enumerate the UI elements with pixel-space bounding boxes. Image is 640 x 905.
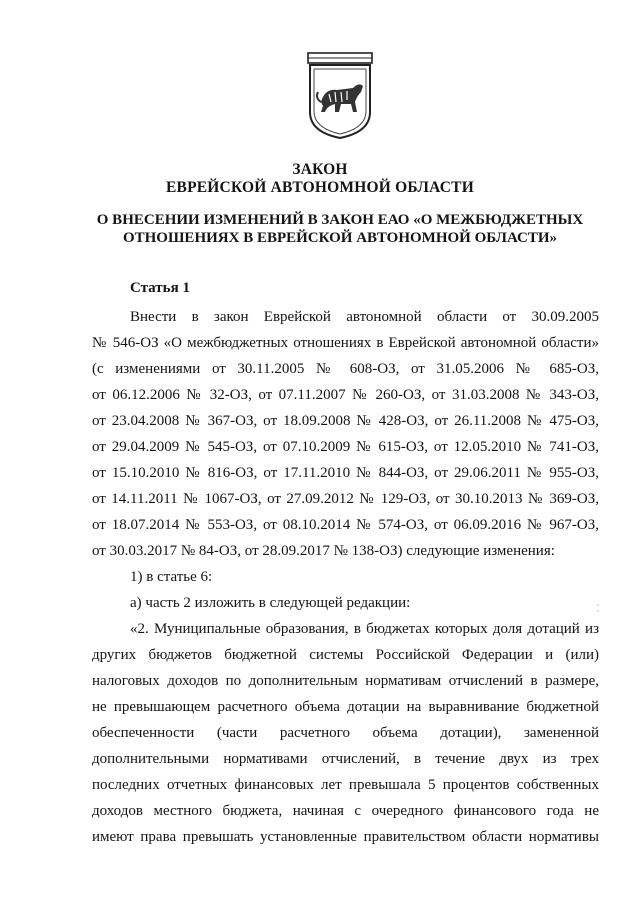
subtitle-line: ОТНОШЕНИЯХ В ЕВРЕЙСКОЙ АВТОНОМНОЙ ОБЛАСТИ» [122,230,558,246]
body-line: от 15.10.2010 № 816-ОЗ, от 17.11.2010 № 844-ОЗ, от 29.06.2011 № 955-ОЗ, [92,465,599,481]
scan-speck-icon [597,604,599,612]
body-line: от 29.04.2009 № 545-ОЗ, от 07.10.2009 № 615-ОЗ, от 12.05.2010 № 741-ОЗ, [92,439,599,455]
body-line: 1) в статье 6: [130,569,213,585]
body-line: обеспеченности (части расчетного объема дотации), замененной [92,725,599,741]
body-line: последних отчетных финансовых лет превышала 5 процентов собственных [92,777,599,793]
body-line: № 546-ОЗ «О межбюджетных отношениях в Еврейской автономной области» [92,335,599,351]
body-line: а) часть 2 изложить в следующей редакции: [130,595,411,611]
body-line: доходов местного бюджета, начиная с очередного финансового года не [92,803,599,819]
law-region-title: ЕВРЕЙСКОЙ АВТОНОМНОЙ ОБЛАСТИ [166,179,474,196]
body-line: от 18.07.2014 № 553-ОЗ, от 08.10.2014 № 574-ОЗ, от 06.09.2016 № 967-ОЗ, [92,517,599,533]
coat-of-arms-icon [305,50,375,140]
body-line: не превышающем расчетного объема дотации на выравнивание бюджетной [92,699,599,715]
body-line: от 23.04.2008 № 367-ОЗ, от 18.09.2008 № 428-ОЗ, от 26.11.2008 № 475-ОЗ, [92,413,599,429]
body-line: других бюджетов бюджетной системы Российской Федерации и (или) [92,647,599,663]
law-subtitle [80,211,600,247]
body-line: «2. Муниципальные образования, в бюджетах которых доля дотаций из [130,621,599,637]
body-line: от 14.11.2011 № 1067-ОЗ, от 27.09.2012 № 129-ОЗ, от 30.10.2013 № 369-ОЗ, [92,491,599,507]
body-line: налоговых доходов по дополнительным нормативам отчислений в размере, [92,673,599,689]
body-line: от 06.12.2006 № 32-ОЗ, от 07.11.2007 № 260-ОЗ, от 31.03.2008 № 343-ОЗ, [92,387,599,403]
body-line: дополнительными нормативами отчислений, в течение двух из трех [92,751,599,767]
body-line: (с изменениями от 30.11.2005 № 608-ОЗ, от 31.05.2006 № 685-ОЗ, [92,361,599,377]
article-heading: Статья 1 [130,280,190,296]
body-line: Внести в закон Еврейской автономной области от 30.09.2005 [130,309,599,325]
body-line: от 30.03.2017 № 84-ОЗ, от 28.09.2017 № 138-ОЗ) следующие изменения: [92,543,555,559]
body-line: имеют права превышать установленные правительством области нормативы [92,829,599,845]
subtitle-line: О ВНЕСЕНИИ ИЗМЕНЕНИЙ В ЗАКОН ЕАО «О МЕЖБЮДЖЕТНЫХ [96,212,584,228]
law-title: ЗАКОН [292,161,348,178]
